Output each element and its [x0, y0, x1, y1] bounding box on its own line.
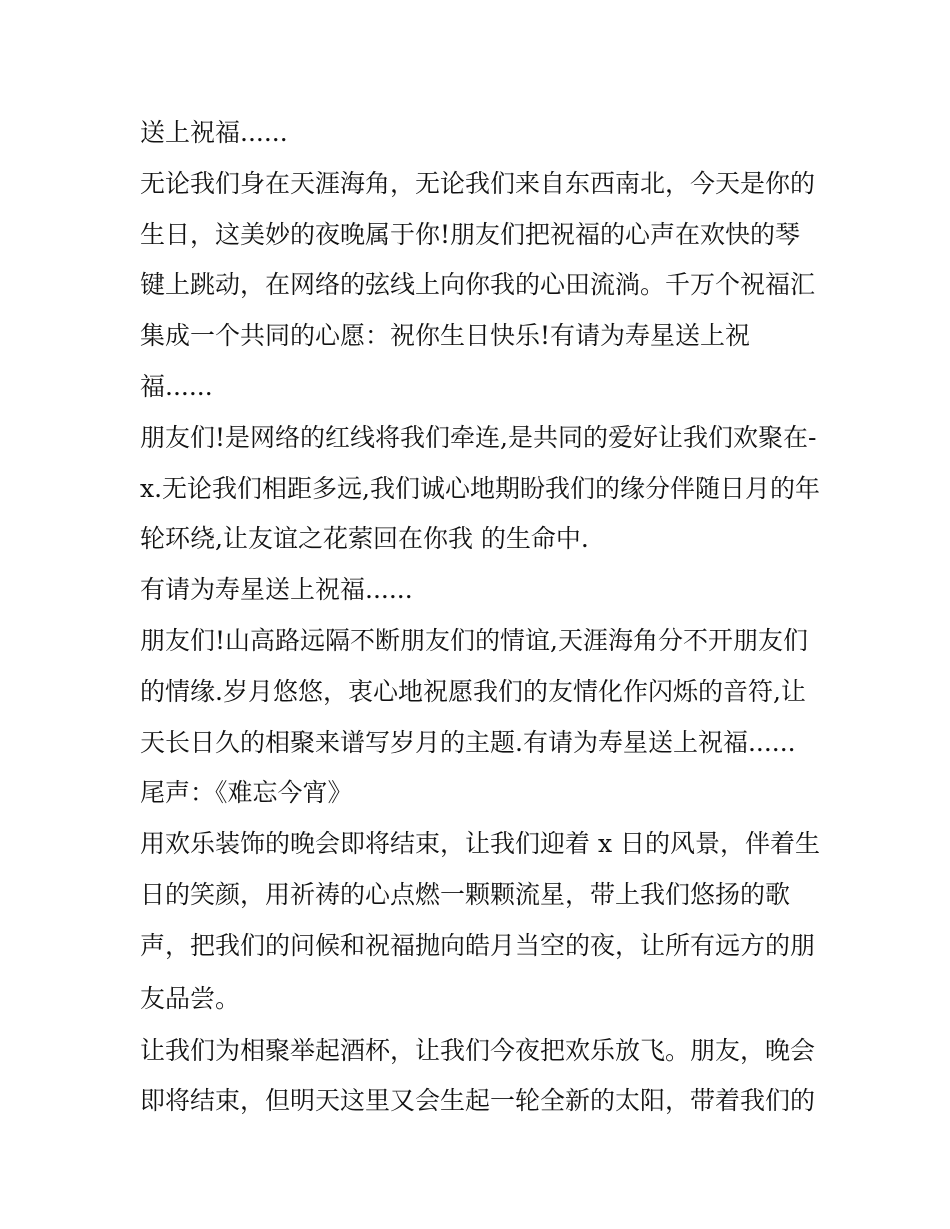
- text-line: 用欢乐装饰的晚会即将结束，让我们迎着 x 日的风景，伴着生: [140, 829, 820, 859]
- text-line: 天长日久的相聚来谱写岁月的主题.有请为寿星送上祝福......: [140, 727, 796, 757]
- text-line: x.无论我们相距多远,我们诚心地期盼我们的缘分伴随日月的年: [140, 473, 820, 503]
- text-line: 无论我们身在天涯海角，无论我们来自东西南北，今天是你的: [140, 168, 816, 198]
- text-line: 朋友们!是网络的红线将我们牵连,是共同的爱好让我们欢聚在-: [140, 422, 817, 452]
- text-line: 送上祝福......: [140, 118, 288, 147]
- text-line: 轮环绕,让友谊之花萦回在你我 的生命中.: [140, 524, 589, 554]
- text-line: 有请为寿星送上祝福......: [140, 575, 413, 605]
- section-heading: 尾声：《难忘今宵》: [140, 778, 353, 808]
- text-line: 友品尝。: [140, 983, 241, 1013]
- text-line: 日的笑颜，用祈祷的心点燃一颗颗流星，带上我们悠扬的歌: [140, 879, 791, 909]
- text-line: 福......: [140, 371, 213, 401]
- text-line: 即将结束，但明天这里又会生起一轮全新的太阳，带着我们的: [140, 1086, 816, 1116]
- text-line: 朋友们!山高路远隔不断朋友们的情谊,天涯海角分不开朋友们: [140, 625, 808, 655]
- text-line: 生日，这美妙的夜晚属于你!朋友们把祝福的心声在欢快的琴: [140, 219, 801, 249]
- text-line: 声，把我们的问候和祝福抛向皓月当空的夜，让所有远方的朋: [140, 930, 816, 960]
- text-line: 键上跳动，在网络的弦线上向你我的心田流淌。千万个祝福汇: [140, 270, 816, 300]
- document-body: [140, 108, 820, 1127]
- text-line: 的情缘.岁月悠悠，衷心地祝愿我们的友情化作闪烁的音符,让: [140, 676, 806, 706]
- text-line: 让我们为相聚举起酒杯，让我们今夜把欢乐放飞。朋友，晚会: [140, 1035, 816, 1065]
- text-line: 集成一个共同的心愿：祝你生日快乐!有请为寿星送上祝: [140, 321, 751, 351]
